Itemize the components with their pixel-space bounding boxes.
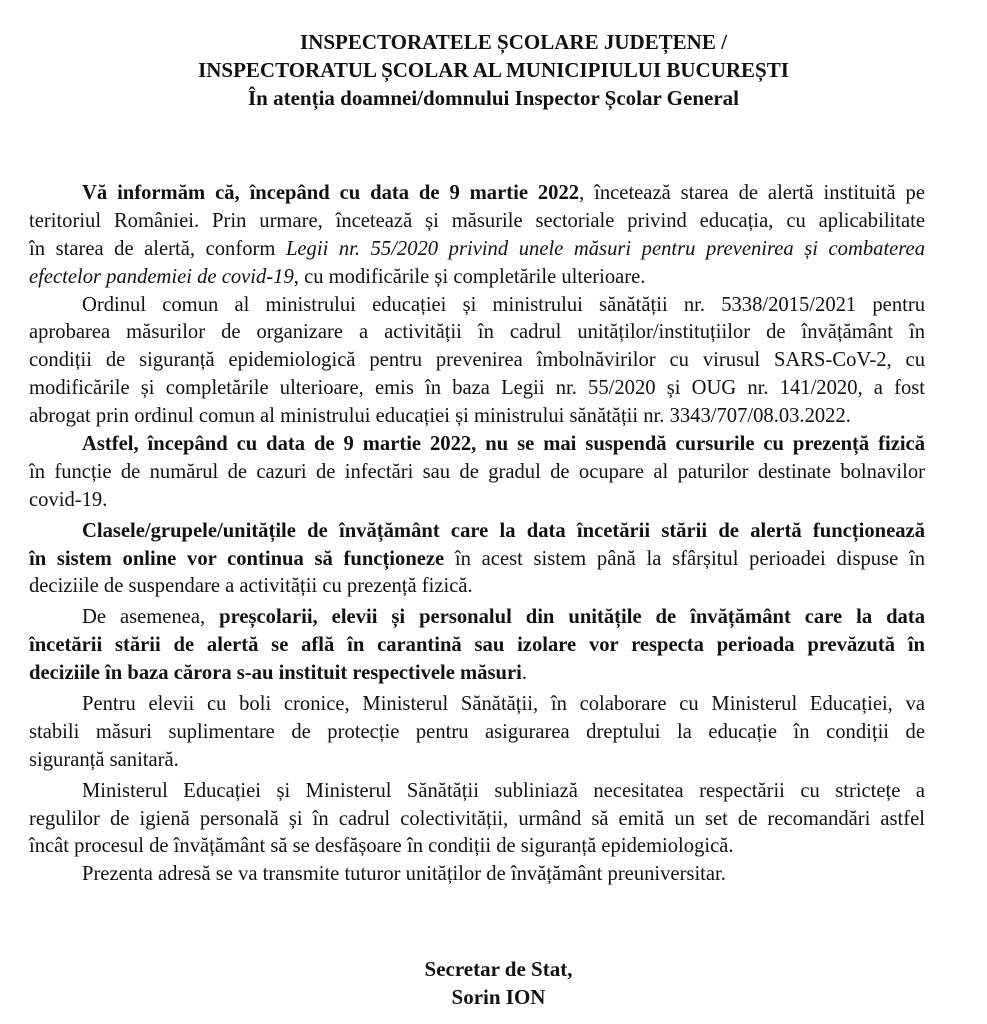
paragraph-line <box>29 632 925 660</box>
paragraph-6 <box>29 691 925 775</box>
paragraph-line <box>29 546 925 574</box>
bold-text: preșcolarii, elevii și personalul din unitățile de învățământ care la data <box>219 606 925 629</box>
document-header <box>0 28 987 112</box>
paragraph-line <box>29 264 925 292</box>
document-body <box>29 180 925 889</box>
paragraph-line <box>29 604 925 632</box>
signatory-title: Secretar de Stat, <box>424 957 573 981</box>
paragraph-line: stabili măsuri suplimentare de protecție pentru asigurarea dreptului la educație în condiții de <box>29 720 925 743</box>
paragraph-line: Ordinul comun al ministrului educației și ministrului sănătății nr. 5338/2015/2021 pentru <box>82 293 925 316</box>
bold-text: deciziile în baza cărora s-au instituit respectivele măsuri <box>29 662 522 685</box>
paragraph-line: siguranță sanitară. <box>29 748 179 771</box>
law-citation: Legii nr. 55/2020 privind unele măsuri pentru prevenirea și combaterea <box>285 237 925 260</box>
paragraph-line: deciziile de suspendare a activității cu prezență fizică. <box>29 575 473 598</box>
text: . <box>521 662 527 685</box>
signature-block <box>0 955 987 1011</box>
paragraph-line: Prezenta adresă se va transmite tuturor unităților de învățământ preuniversitar. <box>82 863 726 886</box>
bold-text: Clasele/grupele/unitățile de învățământ care la data încetării stării de alertă funcționează <box>82 519 925 542</box>
paragraph-4 <box>29 518 925 602</box>
paragraph-2 <box>29 292 925 431</box>
text: în acest sistem până la sfârșitul perioadei dispuse în <box>444 547 925 570</box>
paragraph-5 <box>29 604 925 688</box>
text: în starea de alertă, conform <box>29 237 286 260</box>
bold-text: încetării stării de alertă se află în carantină sau izolare vor respecta perioada prevăzută în <box>29 634 925 657</box>
paragraph-1 <box>29 180 925 292</box>
header-attention-line: În atenția doamnei/domnului Inspector Școlar General <box>247 86 739 110</box>
header-recipients-line2: INSPECTORATUL ȘCOLAR AL MUNICIPIULUI BUCUREȘTI <box>198 58 789 82</box>
header-recipients-line1: INSPECTORATELE ȘCOLARE JUDEȚENE / <box>300 30 727 54</box>
paragraph-line: Ministerul Educației și Ministerul Sănătății subliniază necesitatea respectării cu strictețe a <box>82 779 925 802</box>
signatory-name: Sorin ION <box>451 985 546 1009</box>
paragraph-line: regulilor de igienă personală și în cadrul colectivității, urmând să emită un set de recomandări astfel <box>29 807 925 830</box>
paragraph-line <box>29 660 925 688</box>
bold-text: în sistem online vor continua să funcționeze <box>29 547 445 570</box>
law-citation: efectelor pandemiei de covid-19 <box>29 265 294 288</box>
paragraph-7 <box>29 778 925 862</box>
text: , cu modificările și completările ulterioare. <box>293 265 646 288</box>
bold-text: Astfel, începând cu data de 9 martie 2022, nu se mai suspendă cursurile cu prezență fizică <box>82 433 925 456</box>
paragraph-line: teritoriul României. Prin urmare, încetează și măsurile sectoriale privind educația, cu aplicabilitate <box>29 209 925 232</box>
text: , încetează starea de alertă instituită pe <box>579 182 925 204</box>
paragraph-line <box>29 236 925 264</box>
paragraph-line <box>29 180 925 208</box>
paragraph-line <box>29 431 925 459</box>
paragraph-line: abrogat prin ordinul comun al ministrului educației și ministrului sănătății nr. 3343/707/08.03.2022. <box>29 405 851 428</box>
bold-text: Vă informăm că, începând cu data de 9 martie 2022 <box>82 182 580 204</box>
paragraph-line: Pentru elevii cu boli cronice, Ministerul Sănătății, în colaborare cu Ministerul Educației, va <box>82 693 925 716</box>
paragraph-line: modificările și completările ulterioare, emis în baza Legii nr. 55/2020 și OUG nr. 141/2020, a fost <box>29 377 925 400</box>
paragraph-line <box>29 518 925 546</box>
paragraph-line: în funcție de numărul de cazuri de infectări sau de gradul de ocupare al paturilor destinate bolnavilor <box>29 460 925 483</box>
paragraph-line: condiții de siguranță epidemiologică pentru prevenirea îmbolnăvirilor cu virusul SARS-CoV-2, cu <box>29 349 925 372</box>
paragraph-line: covid-19. <box>29 488 108 511</box>
paragraph-3 <box>29 431 925 515</box>
paragraph-line: aprobarea măsurilor de organizare a activității în cadrul unităților/instituțiilor de învățământ în <box>29 321 925 344</box>
text: De asemenea, <box>82 606 220 629</box>
paragraph-8 <box>29 861 925 889</box>
paragraph-line: încât procesul de învățământ să se desfășoare în condiții de siguranță epidemiologică. <box>29 835 734 858</box>
